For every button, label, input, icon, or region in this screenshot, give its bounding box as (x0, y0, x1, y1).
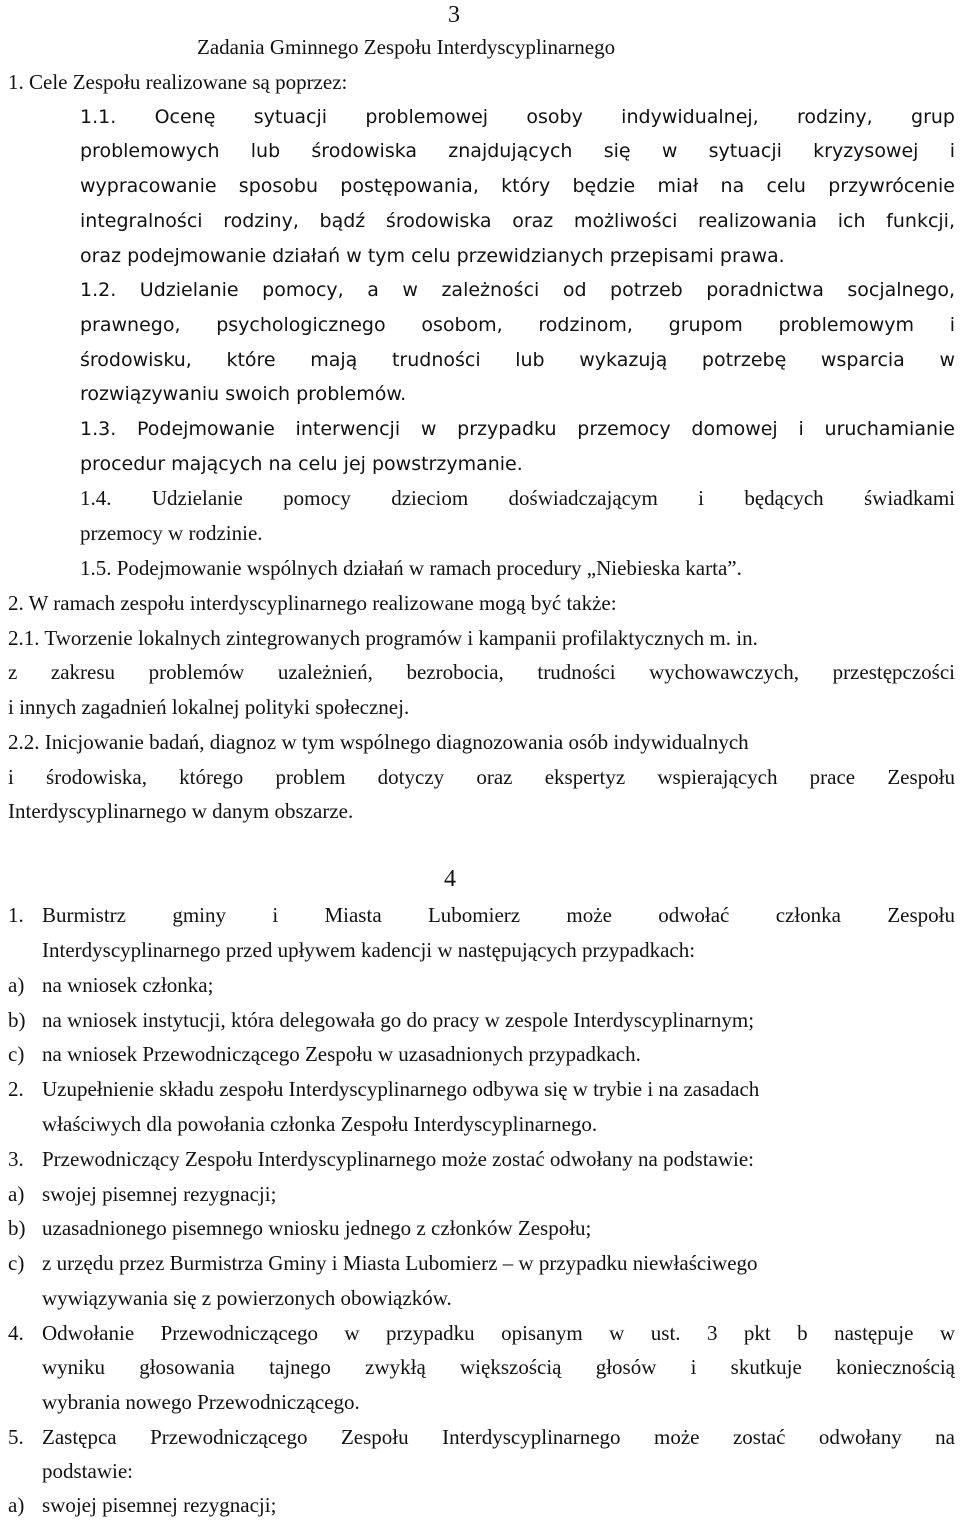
s4-item-a-line: na wniosek członka; (42, 973, 214, 997)
p11-line-1: 1.1. Ocenę sytuacji problemowej osoby indywidualnej, rodziny, grup (80, 106, 955, 128)
p12-line-1: 1.2. Udzielanie pomocy, a w zależności od potrzeb poradnictwa socjalnego, (80, 279, 955, 301)
s4-item-4-line-2: wyniku głosowania tajnego zwykłą większością głosów i skutkuje koniecznością (42, 1355, 955, 1379)
section-3-heading: 3 (448, 2, 460, 28)
item-1-title: 1. Cele Zespołu realizowane są poprzez: (8, 70, 348, 94)
p22-line-2: i środowiska, którego problem dotyczy oraz ekspertyz wspierających prace Zespołu (8, 765, 955, 789)
s4-item-c-line: na wniosek Przewodniczącego Zespołu w uzasadnionych przypadkach. (42, 1042, 641, 1066)
s4-item-c-number: c) (8, 1042, 25, 1066)
p12-line-2: prawnego, psychologicznego osobom, rodzinom, grupom problemowym i (80, 314, 955, 336)
p12-line-4: rozwiązywaniu swoich problemów. (80, 383, 407, 405)
s4-item-5-line-2: podstawie: (42, 1459, 133, 1483)
p21-line-3: i innych zagadnień lokalnej polityki społecznej. (8, 695, 410, 719)
p11-line-4: integralności rodziny, bądź środowiska oraz możliwości realizowania ich funkcji, (80, 210, 955, 232)
s4-item-4-line-1: Odwołanie Przewodniczącego w przypadku opisanym w ust. 3 pkt b następuje w (42, 1321, 955, 1345)
s4-item-3c-number: c) (8, 1251, 25, 1275)
p13-line-1: 1.3. Podejmowanie interwencji w przypadku przemocy domowej i uruchamianie (80, 418, 955, 440)
s4-item-b-number: b) (8, 1008, 26, 1032)
s4-item-2-number: 2. (8, 1077, 24, 1101)
s4-item-3c-line-2: wywiązywania się z powierzonych obowiązków. (42, 1286, 452, 1310)
s4-item-3a-number: a) (8, 1182, 25, 1206)
s4-item-1-line-1: Burmistrz gminy i Miasta Lubomierz może odwołać członka Zespołu (42, 903, 955, 927)
s4-item-3-line: Przewodniczący Zespołu Interdyscyplinarnego może zostać odwołany na podstawie: (42, 1147, 755, 1171)
section-4-heading: 4 (444, 866, 456, 892)
s4-item-5a-line: swojej pisemnej rezygnacji; (42, 1493, 277, 1517)
p22-line-3: Interdyscyplinarnego w danym obszarze. (8, 799, 354, 823)
s4-item-5-line-1: Zastępca Przewodniczącego Zespołu Interdyscyplinarnego może zostać odwołany na (42, 1425, 955, 1449)
p22-line-1: 2.2. Inicjowanie badań, diagnoz w tym wspólnego diagnozowania osób indywidualnych (8, 730, 749, 754)
s4-item-3a-line: swojej pisemnej rezygnacji; (42, 1182, 277, 1206)
section-3-title: Zadania Gminnego Zespołu Interdyscyplinarnego (197, 35, 616, 59)
s4-item-a-number: a) (8, 973, 25, 997)
p21-line-1: 2.1. Tworzenie lokalnych zintegrowanych programów i kampanii profilaktycznych m. in. (8, 626, 758, 650)
p11-line-2: problemowych lub środowiska znajdujących się w sytuacji kryzysowej i (80, 140, 955, 162)
p11-line-5: oraz podejmowanie działań w tym celu przewidzianych przepisami prawa. (80, 245, 785, 267)
p11-line-3: wypracowanie sposobu postępowania, który będzie miał na celu przywrócenie (80, 175, 955, 197)
s4-item-5-number: 5. (8, 1425, 24, 1449)
s4-item-3-number: 3. (8, 1147, 24, 1171)
s4-item-5a-number: a) (8, 1493, 25, 1517)
p12-line-3: środowisku, które mają trudności lub wykazują potrzebę wsparcia w (80, 349, 955, 371)
s4-item-1-line-2: Interdyscyplinarnego przed upływem kadencji w następujących przypadkach: (42, 938, 696, 962)
s4-item-3b-line: uzasadnionego pisemnego wniosku jednego z członków Zespołu; (42, 1216, 592, 1240)
p14-line-1: 1.4. Udzielanie pomocy dzieciom doświadczającym i będących świadkami (80, 486, 955, 510)
s4-item-4-line-3: wybrania nowego Przewodniczącego. (42, 1390, 360, 1414)
p15-line: 1.5. Podejmowanie wspólnych działań w ramach procedury „Niebieska karta”. (80, 556, 742, 580)
s4-item-4-number: 4. (8, 1321, 24, 1345)
p13-line-2: procedur mających na celu jej powstrzymanie. (80, 453, 523, 475)
s4-item-3c-line-1: z urzędu przez Burmistrza Gminy i Miasta Lubomierz – w przypadku niewłaściwego (42, 1251, 758, 1275)
p14-line-2: przemocy w rodzinie. (80, 521, 263, 545)
s4-item-1-number: 1. (8, 903, 24, 927)
p21-line-2: z zakresu problemów uzależnień, bezrobocia, trudności wychowawczych, przestępczości (8, 660, 955, 684)
s4-item-2-line-1: Uzupełnienie składu zespołu Interdyscyplinarnego odbywa się w trybie i na zasadach (42, 1077, 760, 1101)
s4-item-2-line-2: właściwych dla powołania członka Zespołu Interdyscyplinarnego. (42, 1112, 598, 1136)
s4-item-b-line: na wniosek instytucji, która delegowała go do pracy w zespole Interdyscyplinarnym; (42, 1008, 755, 1032)
item-2-title: 2. W ramach zespołu interdyscyplinarnego realizowane mogą być także: (8, 591, 617, 615)
s4-item-3b-number: b) (8, 1216, 26, 1240)
